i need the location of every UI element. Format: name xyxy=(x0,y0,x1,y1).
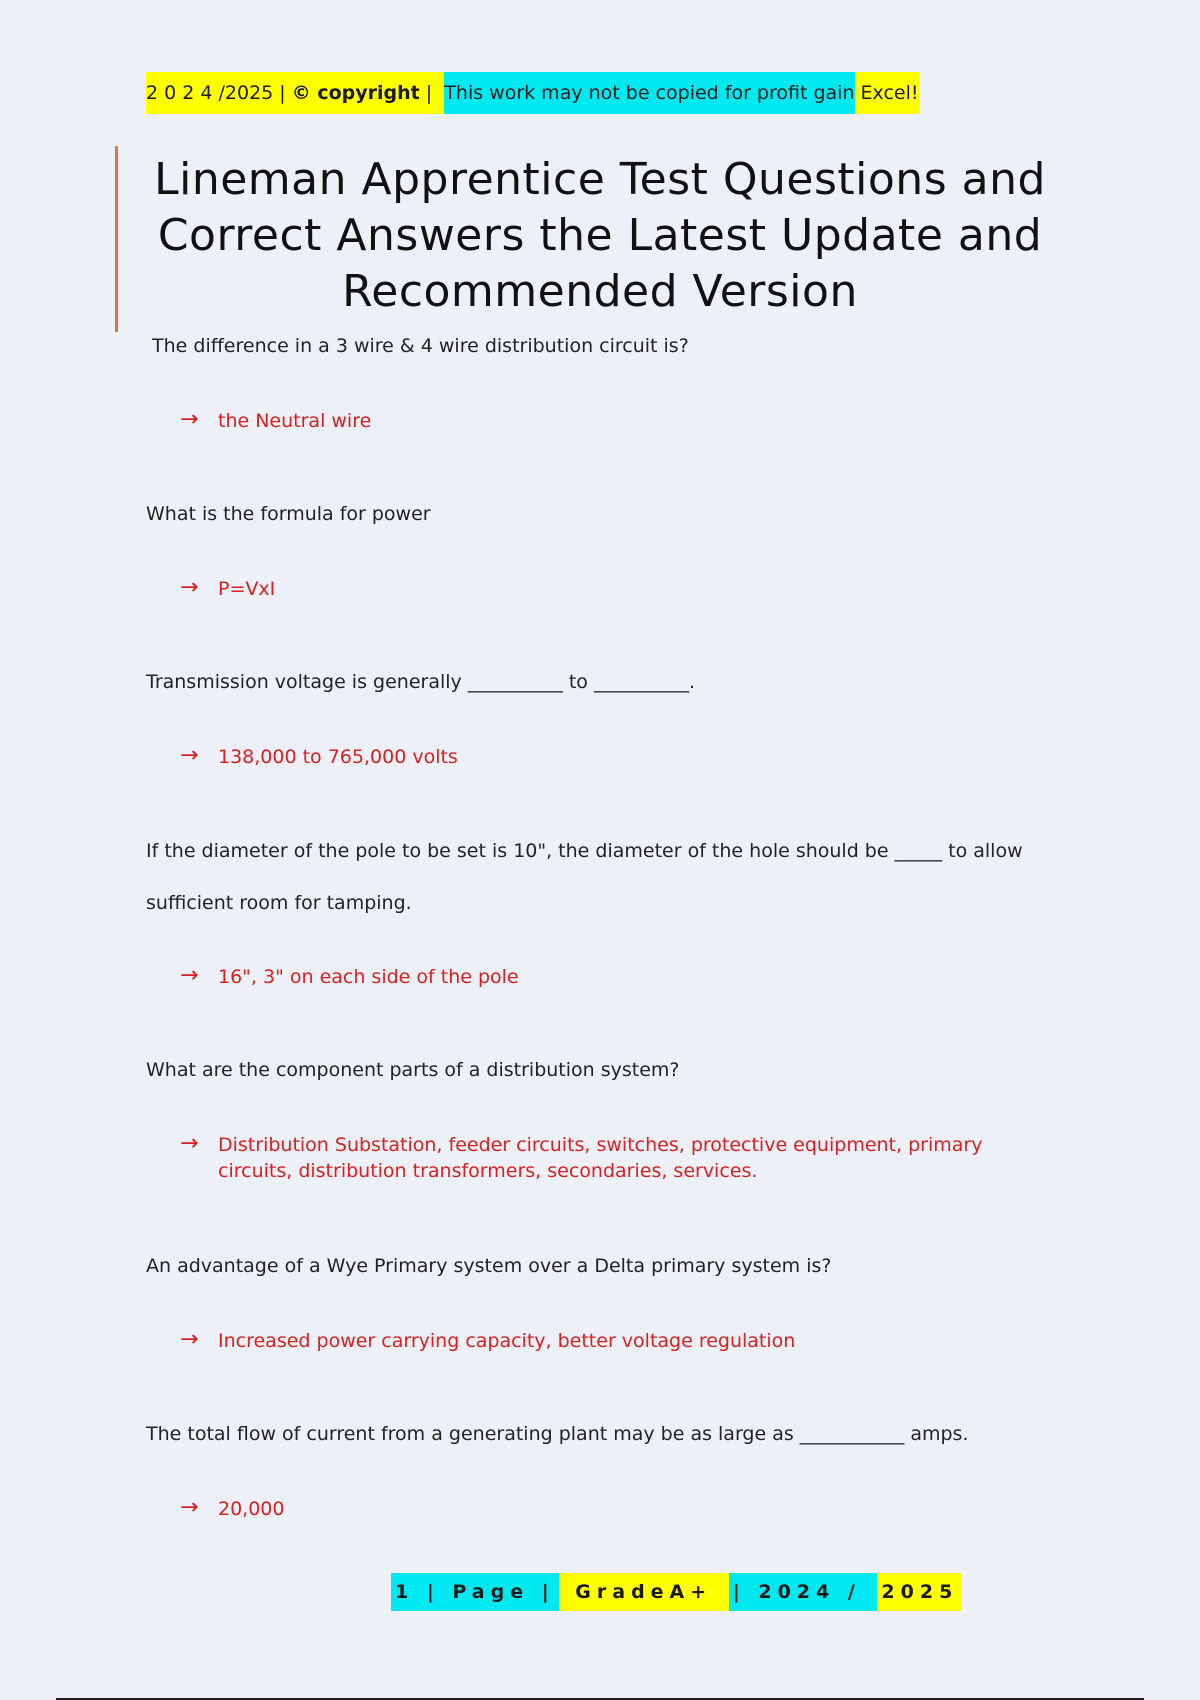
footer-year-a: | 2024 / xyxy=(729,1573,878,1611)
question-3: Transmission voltage is generally __________ to __________. xyxy=(146,671,695,693)
header-notice: This work may not be copied for profit gain xyxy=(444,72,854,114)
arrow-icon: → xyxy=(180,963,199,988)
answer-text: Distribution Substation, feeder circuits, switches, protective equipment, primary circuits, distribution transformers, secondaries, services. xyxy=(218,1134,983,1182)
arrow-icon: → xyxy=(180,1495,199,1520)
answer-1 xyxy=(180,408,1060,434)
question-7: The total flow of current from a generating plant may be as large as ___________ amps. xyxy=(146,1423,969,1445)
arrow-icon: → xyxy=(180,1327,199,1352)
arrow-icon: → xyxy=(180,743,199,768)
answer-5 xyxy=(180,1132,1060,1184)
answer-4 xyxy=(180,964,1060,990)
answer-2 xyxy=(180,576,1060,602)
answer-text: 138,000 to 765,000 volts xyxy=(218,746,458,768)
header-year: 2 0 2 4 /2025 | xyxy=(146,72,292,114)
footer-year-b: 2025 xyxy=(877,1573,962,1611)
header-excel: Excel! xyxy=(855,72,919,114)
question-6: An advantage of a Wye Primary system over a Delta primary system is? xyxy=(146,1255,832,1277)
question-1: The difference in a 3 wire & 4 wire distribution circuit is? xyxy=(152,335,689,357)
header-copyright: © copyright xyxy=(292,72,420,114)
arrow-icon: → xyxy=(180,575,199,600)
answer-6 xyxy=(180,1328,1060,1354)
title-accent-rule xyxy=(115,146,118,332)
header-banner xyxy=(146,72,919,114)
footer-page: 1 | Page | xyxy=(391,1573,559,1611)
arrow-icon: → xyxy=(180,407,199,432)
answer-text: 20,000 xyxy=(218,1498,285,1520)
answer-text: 16", 3" on each side of the pole xyxy=(218,966,519,988)
question-4: If the diameter of the pole to be set is 10", the diameter of the hole should be _____ to allow sufficient room for tamping. xyxy=(146,840,1023,914)
answer-text: P=VxI xyxy=(218,578,276,600)
answer-text: Increased power carrying capacity, better voltage regulation xyxy=(218,1330,796,1352)
answer-3 xyxy=(180,744,1060,770)
answer-text: the Neutral wire xyxy=(218,410,372,432)
header-separator: | xyxy=(420,72,445,114)
page-footer xyxy=(391,1573,962,1611)
footer-grade: GradeA+ xyxy=(559,1573,729,1611)
question-5: What are the component parts of a distribution system? xyxy=(146,1059,680,1081)
arrow-icon: → xyxy=(180,1131,199,1156)
answer-7 xyxy=(180,1496,1060,1522)
page-title: Lineman Apprentice Test Questions and Correct Answers the Latest Update and Recommended Version xyxy=(154,154,1046,317)
question-2: What is the formula for power xyxy=(146,503,431,525)
